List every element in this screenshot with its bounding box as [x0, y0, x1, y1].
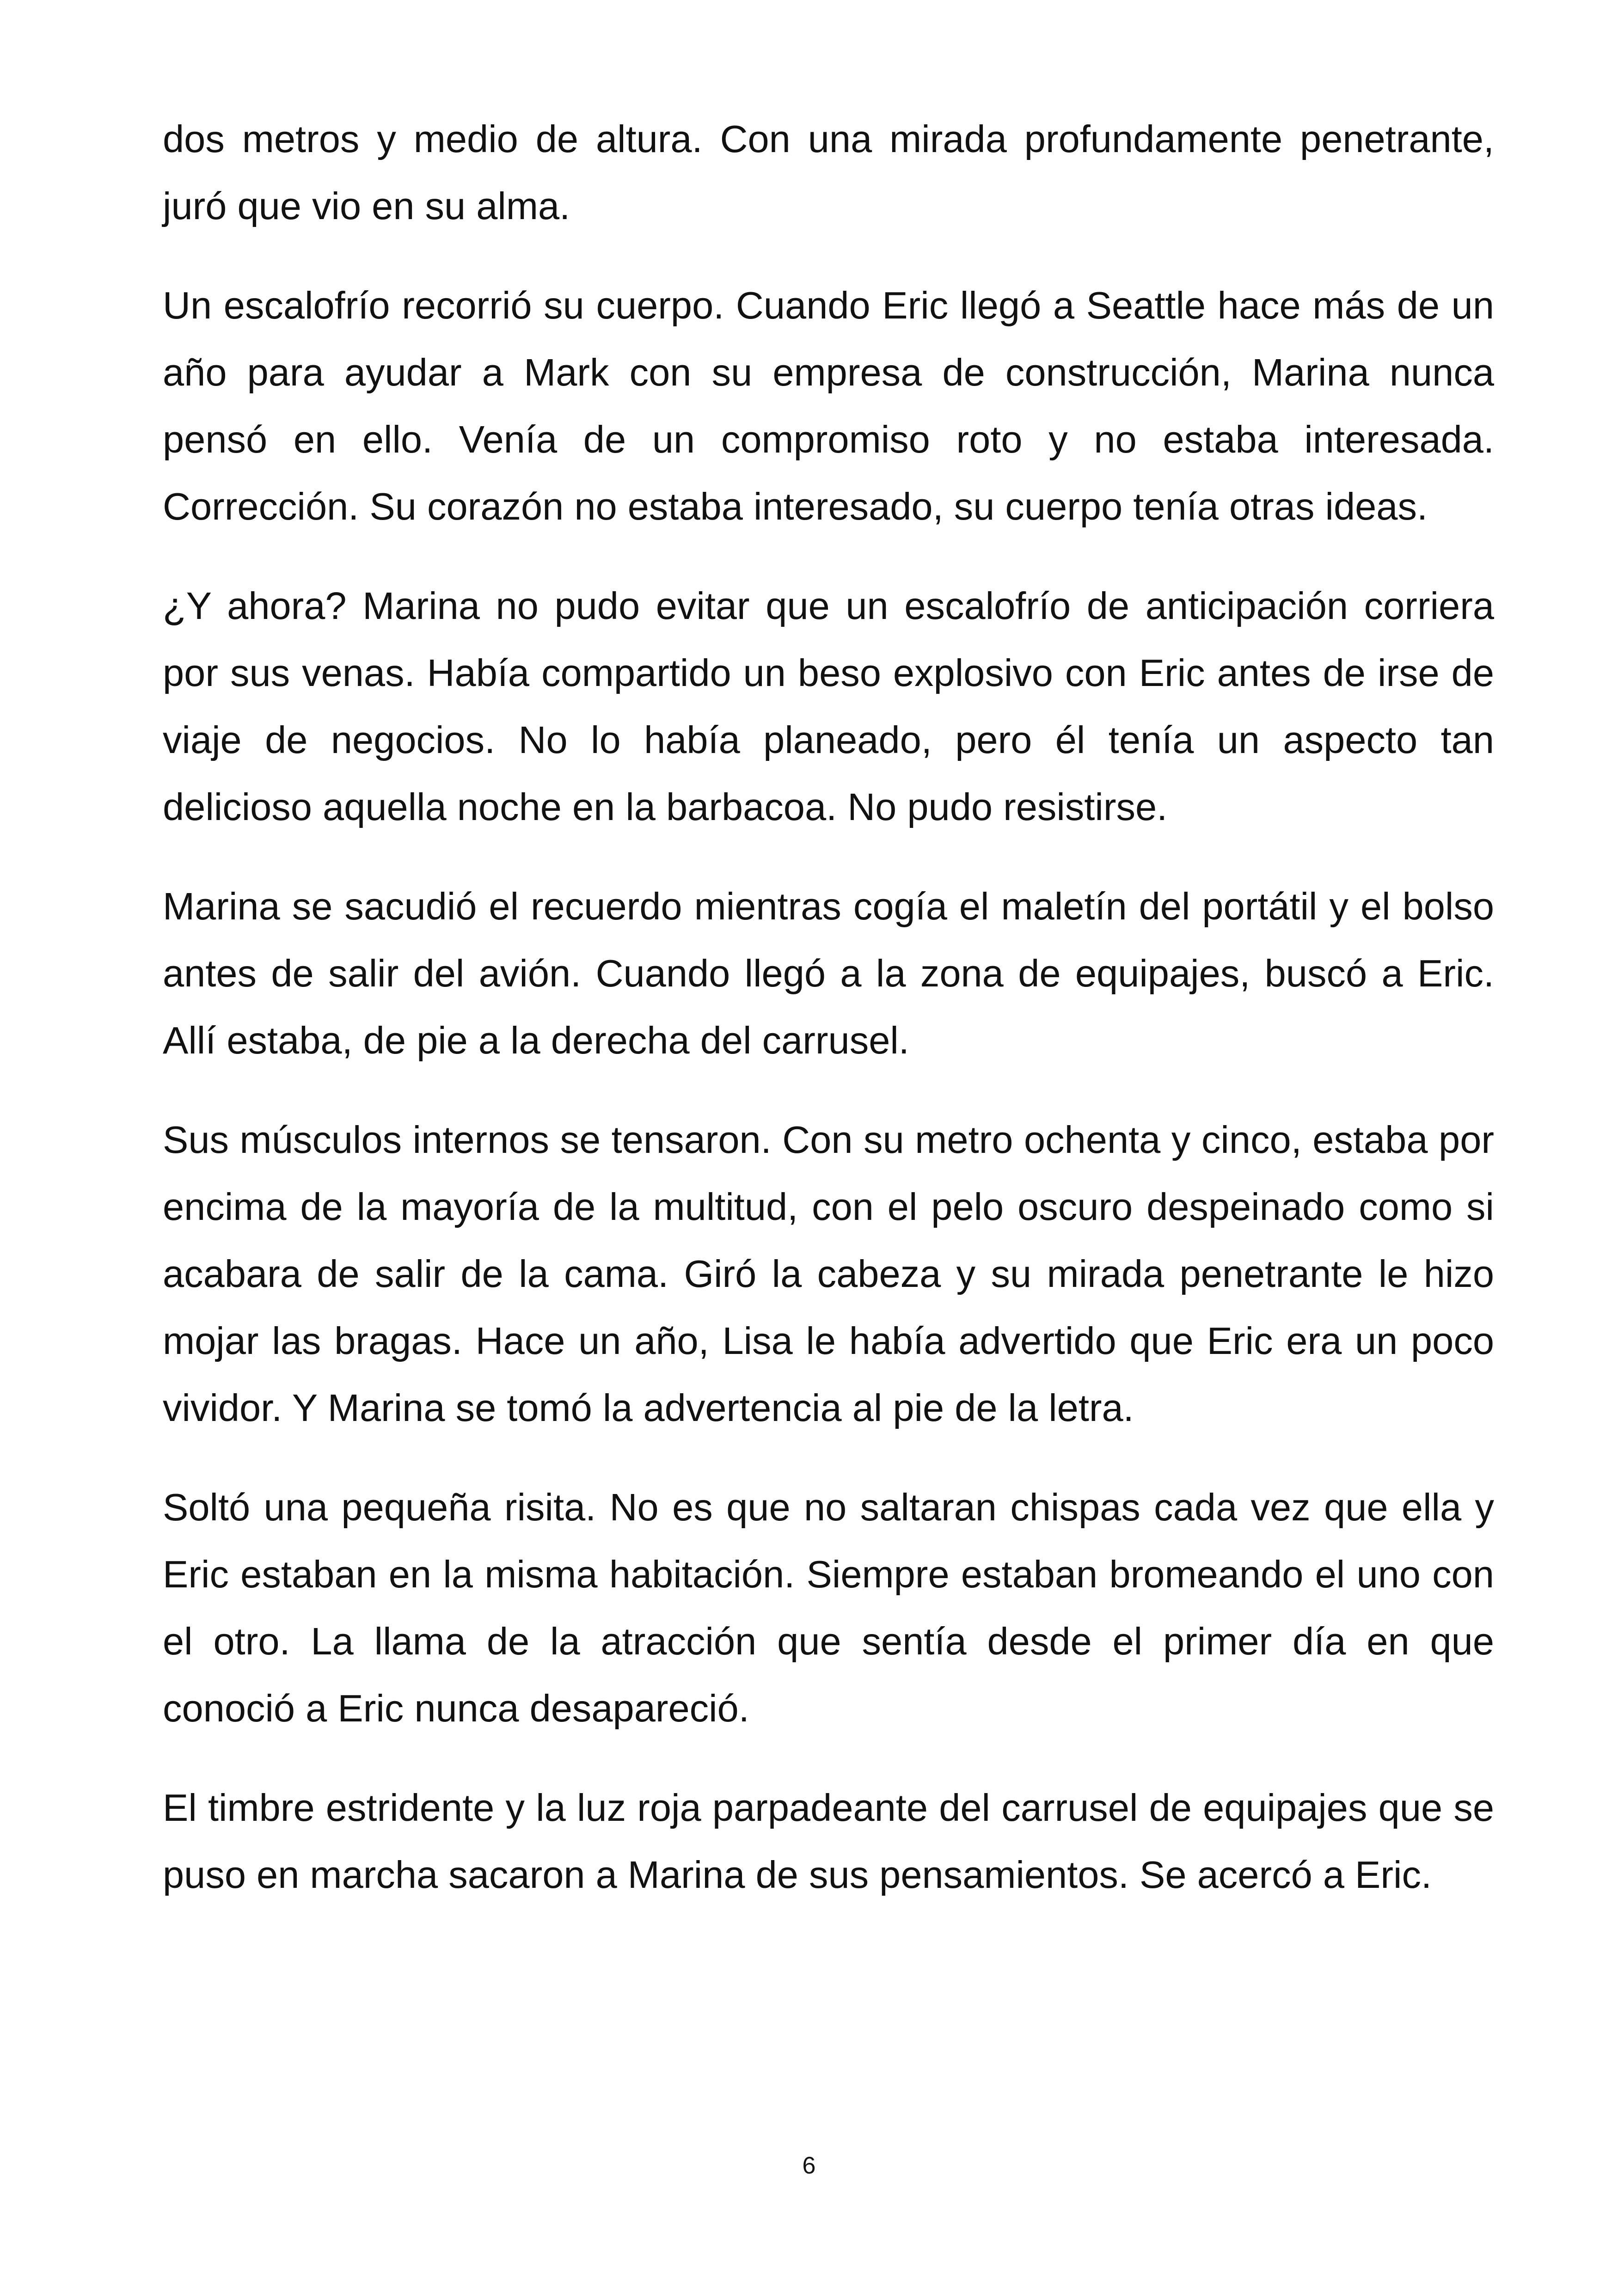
- paragraph: Marina se sacudió el recuerdo mientras cogía el maletín del portátil y el bolso antes de salir del avión. Cuando llegó a la zona de equipajes, buscó a Eric. Allí estaba, de pie a la derecha del carrusel.: [163, 885, 1494, 1062]
- paragraph: Un escalofrío recorrió su cuerpo. Cuando Eric llegó a Seattle hace más de un año para ayudar a Mark con su empresa de construcción, Marina nunca pensó en ello. Venía de un compromiso roto y no estaba interesada. Corrección. Su corazón no estaba interesado, su cuerpo tenía otras ideas.: [163, 284, 1494, 528]
- paragraph: Soltó una pequeña risita. No es que no saltaran chispas cada vez que ella y Eric estaban en la misma habitación. Siempre estaban bromeando el uno con el otro. La llama de la atracción que sentía desde el primer día en que conoció a Eric nunca desapareció.: [163, 1486, 1494, 1730]
- paragraph: ¿Y ahora? Marina no pudo evitar que un escalofrío de anticipación corriera por sus venas. Había compartido un beso explosivo con Eric antes de irse de viaje de negocios. No lo había planeado, pero él tenía un aspecto tan delicioso aquella noche en la barbacoa. No pudo resistirse.: [163, 584, 1494, 828]
- paragraph: El timbre estridente y la luz roja parpadeante del carrusel de equipajes que se puso en marcha sacaron a Marina de sus pensamientos. Se acercó a Eric.: [163, 1786, 1494, 1896]
- body-text: [163, 105, 1494, 1941]
- paragraph: dos metros y medio de altura. Con una mirada profundamente penetrante, juró que vio en su alma.: [163, 117, 1494, 227]
- page-number: 6: [802, 2152, 816, 2179]
- paragraph: Sus músculos internos se tensaron. Con su metro ochenta y cinco, estaba por encima de la mayoría de la multitud, con el pelo oscuro despeinado como si acabara de salir de la cama. Giró la cabeza y su mirada penetrante le hizo mojar las bragas. Hace un año, Lisa le había advertido que Eric era un poco vividor. Y Marina se tomó la advertencia al pie de la letra.: [163, 1118, 1494, 1429]
